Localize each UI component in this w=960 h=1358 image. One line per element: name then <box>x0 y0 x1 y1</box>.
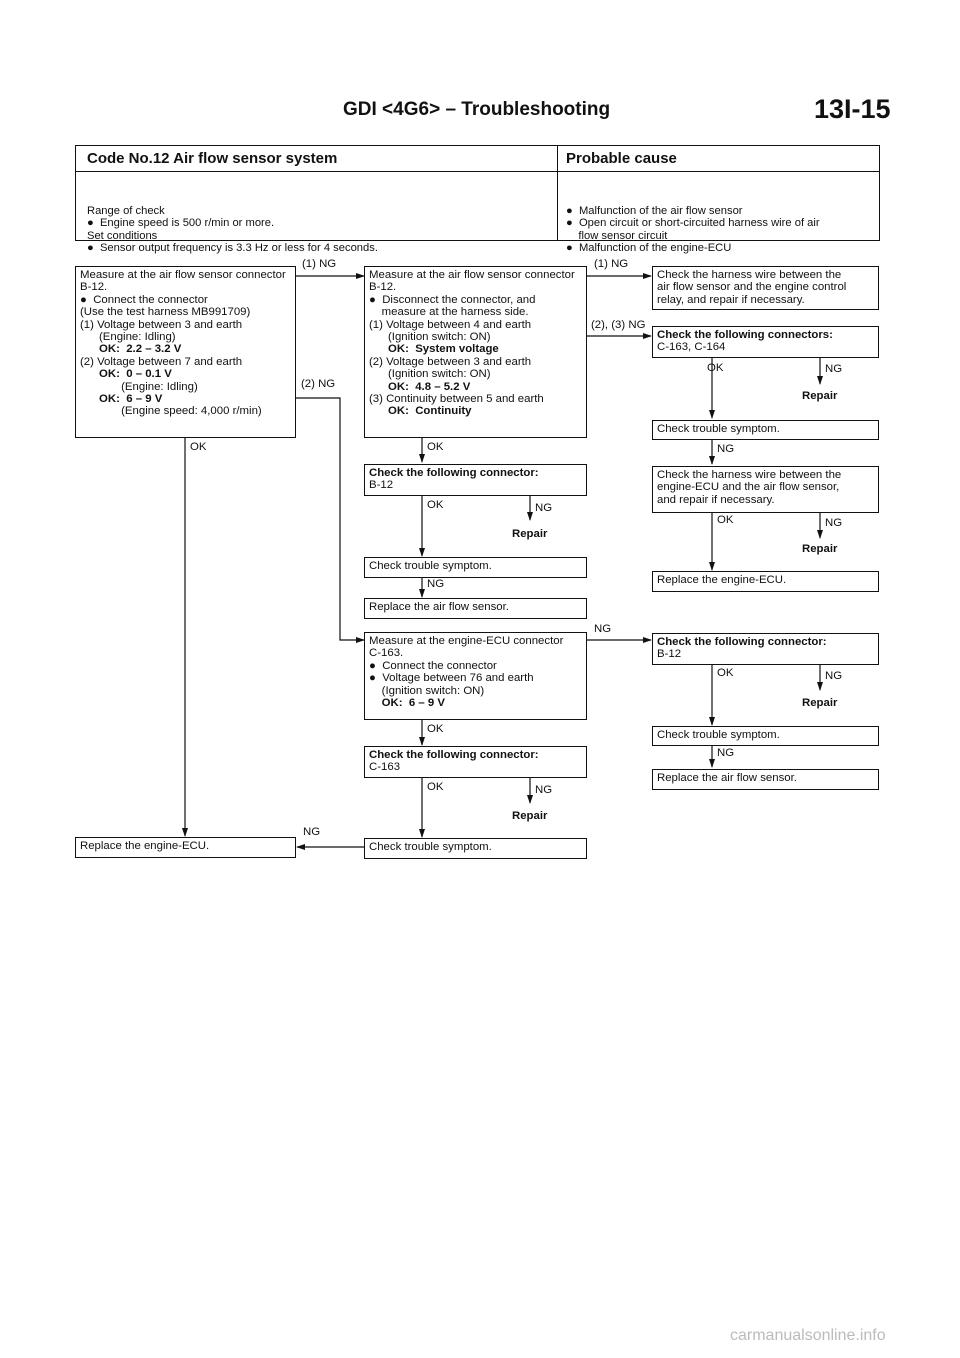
step-check-trouble-symptom: Check trouble symptom. <box>364 557 587 578</box>
step-measure-sensor-connected: Measure at the air flow sensor connector B-12. ● Connect the connector (Use the test harness MB991709) (1) Voltage between 3 and earth (Engine: Idling) OK: 2.2 – 3.2 V (2) Voltage between 7 and earth OK: 0 – 0.1 V (Engine: Idling) OK: 6 – 9 V (Engine speed: 4,000 r/min) <box>75 266 296 438</box>
label-ng: NG <box>303 826 321 838</box>
step-check-trouble-symptom: Check trouble symptom. <box>652 420 879 440</box>
repair-label: Repair <box>512 810 548 822</box>
label-ok: OK <box>707 362 724 374</box>
watermark: carmanualsonline.info <box>730 1327 886 1344</box>
probable-cause-list: ● Malfunction of the air flow sensor ● Open circuit or short-circuited harness wire of air flow sensor circuit ● Malfunction of the engine-ECU <box>566 204 820 255</box>
step-measure-ecu-connector: Measure at the engine-ECU connector C-163. ● Connect the connector ● Voltage between 76 and earth (Ignition switch: ON) OK: 6 – 9 V <box>364 632 587 720</box>
step-measure-sensor-harness: Measure at the air flow sensor connector B-12. ● Disconnect the connector, and measure at the harness side. (1) Voltage between 4 and earth (Ignition switch: ON) OK: System voltage (2) Voltage between 3 and earth (Ignition switch: ON) OK: 4.8 – 5.2 V (3) Continuity between 5 and earth OK: Continuity <box>364 266 587 438</box>
label-ng: NG <box>825 517 843 529</box>
label-ok: OK <box>427 441 444 453</box>
code-title: Code No.12 Air flow sensor system <box>87 150 338 167</box>
step-check-connector-b12: Check the following connector: B-12 <box>652 633 879 665</box>
step-check-harness-ecu: Check the harness wire between the engine-ECU and the air flow sensor, and repair if necessary. <box>652 466 879 513</box>
label-ng-2: (2) NG <box>301 378 336 390</box>
label-ng-1: (1) NG <box>594 258 629 270</box>
step-replace-engine-ecu: Replace the engine-ECU. <box>75 837 296 858</box>
range-of-check: Range of check ● Engine speed is 500 r/min or more. Set conditions ● Sensor output frequency is 3.3 Hz or less for 4 seconds. <box>87 204 378 255</box>
label-ng: NG <box>427 578 445 590</box>
step-check-harness-relay: Check the harness wire between the air flow sensor and the engine control relay, and repair if necessary. <box>652 266 879 310</box>
cause-title: Probable cause <box>566 150 677 167</box>
page-title: GDI <4G6> – Troubleshooting <box>343 99 611 120</box>
step-check-connector-b12: Check the following connector: B-12 <box>364 464 587 496</box>
arrow-b1-b11 <box>296 398 364 640</box>
repair-label: Repair <box>512 528 548 540</box>
label-ok: OK <box>190 441 207 453</box>
step-check-connectors-c163-c164: Check the following connectors: C-163, C-164 <box>652 326 879 358</box>
label-ok: OK <box>427 781 444 793</box>
label-ok: OK <box>427 723 444 735</box>
label-ng-1: (1) NG <box>302 258 337 270</box>
page-number: 13I-15 <box>814 94 891 124</box>
step-check-connector-c163: Check the following connector: C-163 <box>364 746 587 778</box>
step-check-trouble-symptom: Check trouble symptom. <box>652 726 879 746</box>
label-ng: NG <box>717 747 735 759</box>
step-check-trouble-symptom: Check trouble symptom. <box>364 838 587 859</box>
label-ng: NG <box>535 784 553 796</box>
step-replace-air-flow-sensor: Replace the air flow sensor. <box>652 769 879 790</box>
label-ng: NG <box>717 443 735 455</box>
repair-label: Repair <box>802 390 838 402</box>
step-replace-air-flow-sensor: Replace the air flow sensor. <box>364 598 587 619</box>
repair-label: Repair <box>802 697 838 709</box>
label-ok: OK <box>717 514 734 526</box>
label-ng: NG <box>535 502 553 514</box>
label-ng: NG <box>825 363 843 375</box>
label-ok: OK <box>717 667 734 679</box>
repair-label: Repair <box>802 543 838 555</box>
step-replace-engine-ecu: Replace the engine-ECU. <box>652 571 879 592</box>
label-ng: NG <box>825 670 843 682</box>
label-ng: NG <box>594 623 612 635</box>
label-ok: OK <box>427 499 444 511</box>
label-ng-2-3: (2), (3) NG <box>591 319 646 331</box>
